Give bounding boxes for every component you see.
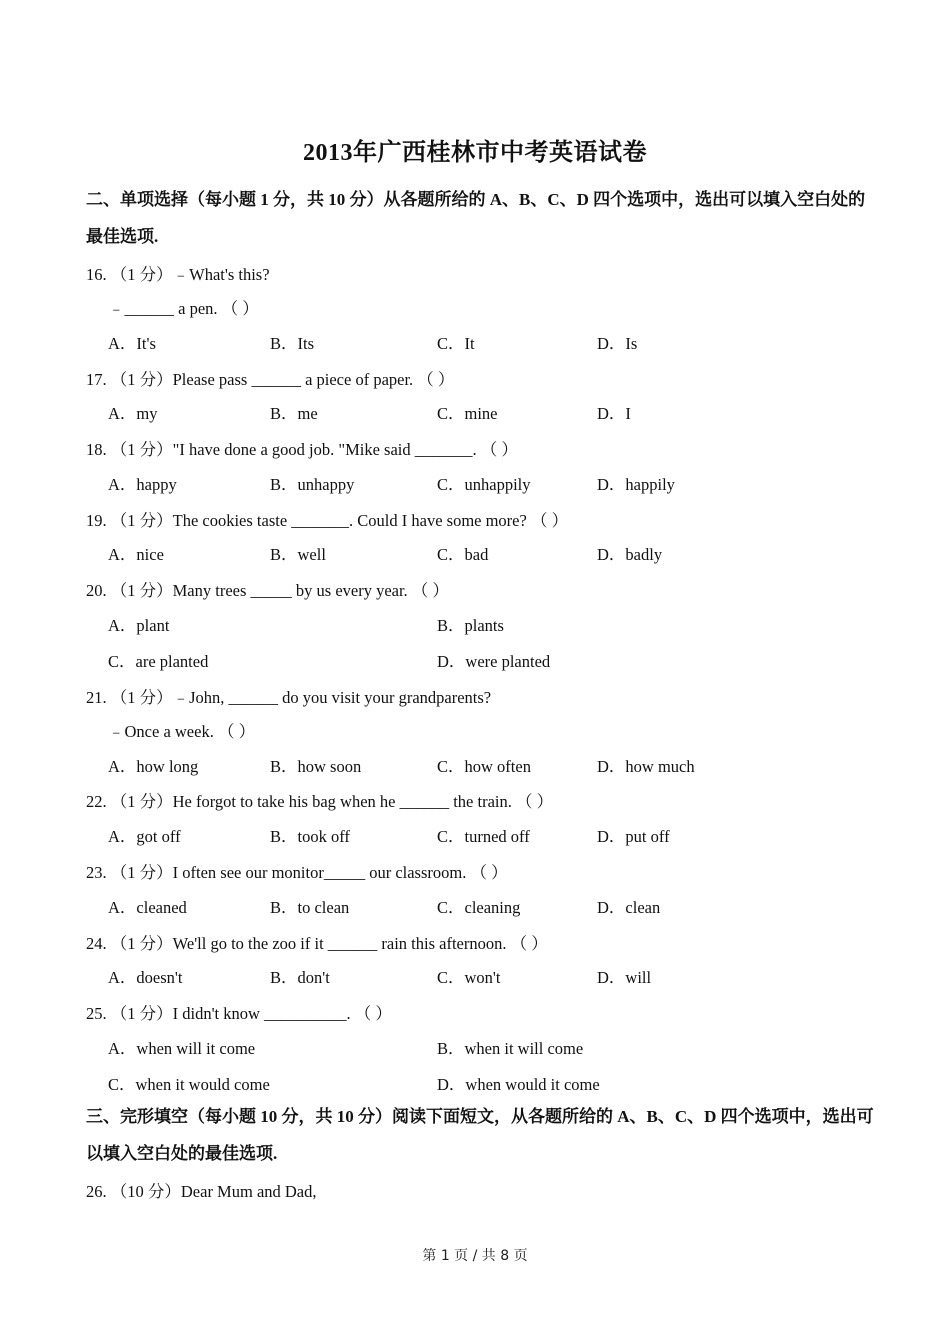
question-16: 16. （1 分）﹣What's this?: [86, 265, 270, 284]
question-25: 25. （1 分）I didn't know __________. （ ）: [86, 1004, 392, 1023]
option-b: B．Its: [270, 334, 315, 353]
option-d: D．were planted: [437, 652, 551, 671]
option-b: B．took off: [270, 827, 350, 846]
option-d: D．put off: [597, 827, 670, 846]
question-23: 23. （1 分）I often see our monitor_____ our classroom. （ ）: [86, 863, 508, 882]
option-c: C．turned off: [437, 827, 530, 846]
option-c: C．when it would come: [108, 1075, 270, 1094]
option-c: C．how often: [437, 757, 531, 776]
section-2-instructions: 二、单项选择（每小题 1 分，共 10 分）从各题所给的 A、B、C、D 四个选项中，选出可以填入空白处的最佳选项.: [86, 190, 866, 246]
option-d: D．Is: [597, 334, 638, 353]
option-b: B．to clean: [270, 898, 350, 917]
option-c: C．bad: [437, 545, 489, 564]
option-d: D．happily: [597, 475, 675, 494]
option-d: D．will: [597, 968, 652, 987]
option-c: C．unhappily: [437, 475, 531, 494]
option-c: C．It: [437, 334, 475, 353]
option-a: A．plant: [108, 616, 170, 635]
option-d: D．badly: [597, 545, 663, 564]
option-b: B．unhappy: [270, 475, 355, 494]
option-c: C．mine: [437, 404, 498, 423]
section-3-instructions: 三、完形填空（每小题 10 分，共 10 分）阅读下面短文，从各题所给的 A、B、C、D 四个选项中，选出可以填入空白处的最佳选项.: [86, 1107, 874, 1163]
question-18: 18. （1 分）"I have done a good job. "Mike said _______. （ ）: [86, 440, 518, 459]
option-b: B．how soon: [270, 757, 362, 776]
option-d: D．I: [597, 404, 631, 423]
option-b: B．well: [270, 545, 326, 564]
option-c: C．won't: [437, 968, 501, 987]
option-a: A．doesn't: [108, 968, 183, 987]
option-d: D．when would it come: [437, 1075, 600, 1094]
option-c: C．cleaning: [437, 898, 521, 917]
option-b: B．me: [270, 404, 318, 423]
question-17: 17. （1 分）Please pass ______ a piece of paper. （ ）: [86, 370, 455, 389]
option-b: B．don't: [270, 968, 330, 987]
option-a: A．nice: [108, 545, 164, 564]
option-b: B．when it will come: [437, 1039, 584, 1058]
option-c: C．are planted: [108, 652, 209, 671]
option-a: A．when will it come: [108, 1039, 256, 1058]
exam-title: 2013年广西桂林市中考英语试卷: [303, 140, 647, 166]
question-16-line2: ﹣______ a pen. （ ）: [108, 299, 259, 318]
question-21: 21. （1 分）﹣John, ______ do you visit your grandparents?: [86, 688, 492, 707]
page-footer: 第 1 页 / 共 8 页: [422, 1248, 528, 1264]
option-a: A．my: [108, 404, 158, 423]
question-26: 26. （10 分）Dear Mum and Dad,: [86, 1182, 317, 1201]
option-a: A．cleaned: [108, 898, 187, 917]
option-d: D．clean: [597, 898, 661, 917]
question-22: 22. （1 分）He forgot to take his bag when he ______ the train. （ ）: [86, 792, 554, 811]
question-19: 19. （1 分）The cookies taste _______. Could I have some more? （ ）: [86, 511, 569, 530]
option-a: A．how long: [108, 757, 199, 776]
question-20: 20. （1 分）Many trees _____ by us every year. （ ）: [86, 581, 449, 600]
option-b: B．plants: [437, 616, 504, 635]
option-a: A．happy: [108, 475, 177, 494]
option-d: D．how much: [597, 757, 695, 776]
question-21-line2: ﹣Once a week. （ ）: [108, 722, 256, 741]
option-a: A．It's: [108, 334, 156, 353]
option-a: A．got off: [108, 827, 181, 846]
question-24: 24. （1 分）We'll go to the zoo if it ______ rain this afternoon. （ ）: [86, 934, 548, 953]
